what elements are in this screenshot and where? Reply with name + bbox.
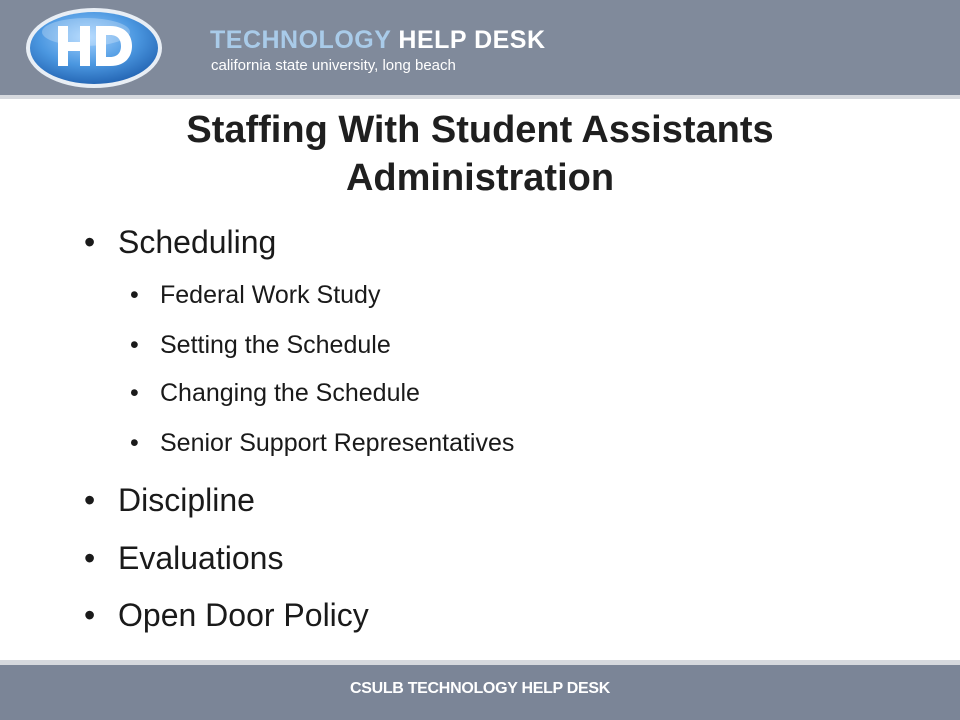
- sub-bullet-dot: •: [130, 429, 139, 457]
- bullet-dot: •: [84, 224, 96, 260]
- bullet-item: Scheduling: [118, 224, 277, 260]
- hd-oval-logo-icon: [24, 6, 164, 90]
- sub-bullet-dot: •: [130, 379, 139, 407]
- bullet-item: Discipline: [118, 482, 255, 518]
- header-bar: [0, 0, 960, 95]
- bullet-item: Open Door Policy: [118, 597, 369, 633]
- bullet-dot: •: [84, 597, 96, 633]
- header-divider: [0, 95, 960, 99]
- sub-bullet-dot: •: [130, 281, 139, 309]
- bullet-dot: •: [84, 540, 96, 576]
- slide-title-line-2: Administration: [345, 157, 615, 199]
- sub-bullet-item: Setting the Schedule: [160, 331, 391, 359]
- bullet-dot: •: [84, 482, 96, 518]
- brand-subtitle: california state university, long beach: [211, 57, 456, 74]
- slide-title-line-1: Staffing With Student Assistants: [186, 109, 774, 151]
- sub-bullet-item: Changing the Schedule: [160, 379, 420, 407]
- slide-title: [40, 106, 920, 202]
- footer-text: CSULB TECHNOLOGY HELP DESK: [349, 680, 611, 697]
- bullet-item: Evaluations: [118, 540, 284, 576]
- brand-title-light: TECHNOLOGY: [210, 26, 391, 54]
- sub-bullet-dot: •: [130, 331, 139, 359]
- sub-bullet-item: Federal Work Study: [160, 281, 381, 309]
- brand-title-strong: HELP DESK: [398, 26, 546, 54]
- sub-bullet-item: Senior Support Representatives: [160, 429, 515, 457]
- brand-title: [210, 28, 546, 53]
